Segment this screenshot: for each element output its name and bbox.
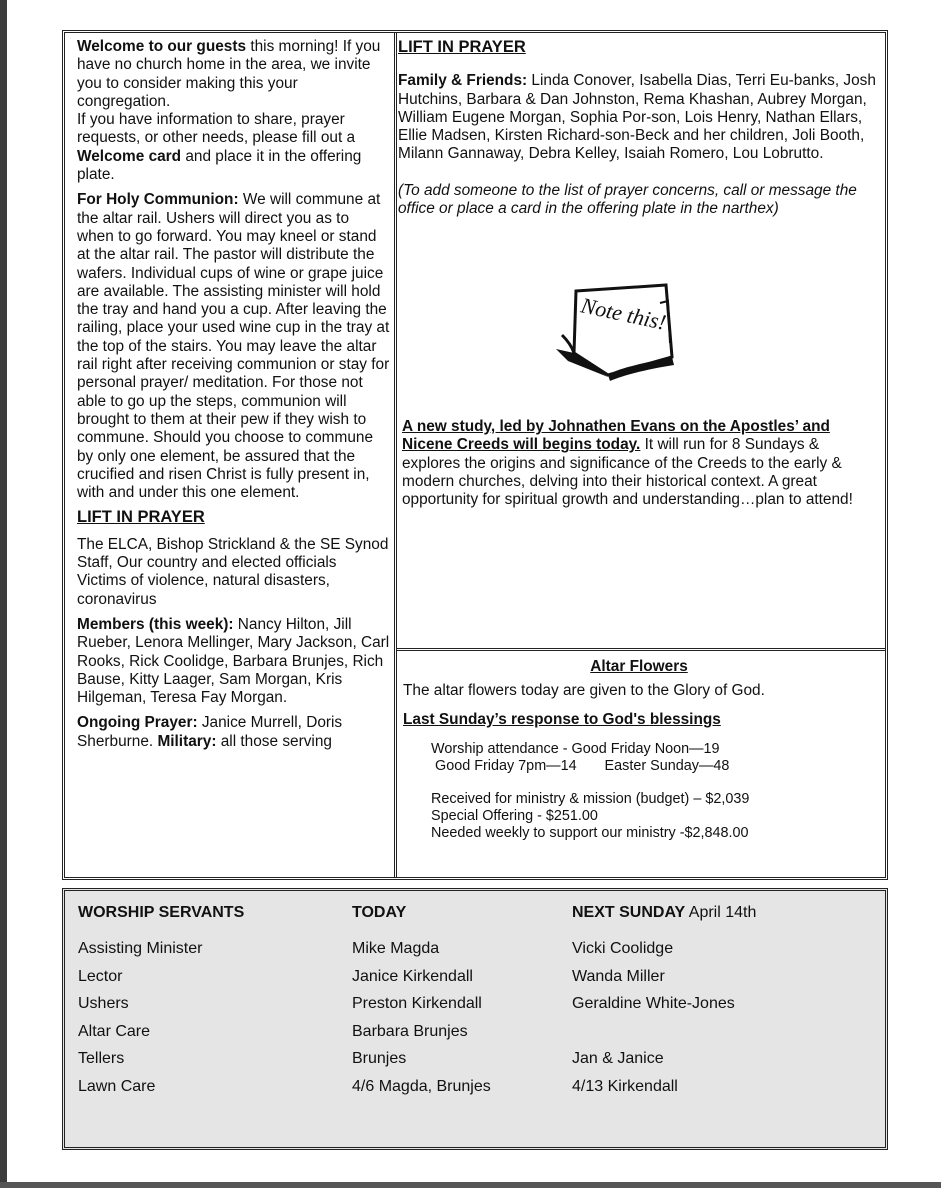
left-column: [77, 38, 390, 751]
viewer-left-edge: [0, 0, 7, 1188]
communion-paragraph: For Holy Communion: We will commune at the altar rail. Ushers will direct you as to when to go forward. You may kneel or stand at the altar rail. The pastor will distribute the wafers. Individual cups of wine or grape juice are available. The assisting minister will hold the tray and hand you a cup. After leaving the railing, place your used wine cup in the tray at the top of the stairs. You may leave the altar rail right after receiving communion or stay for personal prayer/ meditation. For those not able to go up the steps, communion will brought to them at their pew if they wish to commune. Should you choose to commune by only one element, be assured that the crucified and risen Christ is fully present in, with and under this one element.: [77, 191, 390, 502]
table-cell: Mike Magda: [352, 940, 440, 957]
note-this-text: Note this!: [578, 292, 669, 335]
table-cell: Brunjes: [352, 1050, 407, 1067]
right-prayer-title: LIFT IN PRAYER: [398, 38, 526, 56]
table-cell: Wanda Miller: [572, 968, 665, 985]
altar-flowers-title: Altar Flowers: [590, 658, 688, 675]
add-prayer-note: (To add someone to the list of prayer concerns, call or message the office or place a card in the offering plate in the narthex): [398, 181, 857, 218]
table-cell: Preston Kirkendall: [352, 995, 482, 1012]
table-row: Assisting Minister: [78, 940, 203, 957]
table-row: Ushers: [78, 995, 129, 1012]
needed-line: Needed weekly to support our ministry -$2,848.00: [431, 824, 749, 841]
altar-flowers-text: The altar flowers today are given to the Glory of God.: [403, 682, 765, 700]
table-cell: Barbara Brunjes: [352, 1023, 468, 1040]
column-divider: [394, 33, 397, 877]
right-prayer-section: [398, 38, 880, 218]
ongoing-paragraph: Ongoing Prayer: Janice Murrell, Doris Sherburne. Military: all those serving: [77, 714, 343, 750]
special-offering-line: Special Offering - $251.00: [431, 807, 598, 824]
info-paragraph: If you have information to share, prayer requests, or other needs, please fill out a Welcome card and place it in the offering plate.: [77, 111, 362, 184]
left-prayer-title: LIFT IN PRAYER: [77, 508, 205, 527]
response-title: Last Sunday’s response to God's blessings: [403, 710, 721, 728]
received-line: Received for ministry & mission (budget) – $2,039: [431, 790, 750, 807]
table-cell: 4/6 Magda, Brunjes: [352, 1078, 491, 1095]
altar-flowers-section: [398, 656, 880, 842]
servants-header-today: TODAY: [352, 904, 407, 921]
attendance-line-1: Worship attendance - Good Friday Noon—19: [431, 740, 720, 757]
right-section-divider: [396, 648, 885, 651]
table-cell: Vicki Coolidge: [572, 940, 674, 957]
table-cell: 4/13 Kirkendall: [572, 1078, 678, 1095]
table-cell: Janice Kirkendall: [352, 968, 473, 985]
table-cell: Jan & Janice: [572, 1050, 664, 1067]
servants-header-role: WORSHIP SERVANTS: [78, 904, 245, 921]
study-headline: A new study, led by Johnathen Evans on the Apostles’ and Nicene Creeds will begins today.: [402, 418, 830, 454]
table-row: Tellers: [78, 1050, 125, 1067]
attendance-line-2: Good Friday 7pm—14 Easter Sunday—48: [435, 757, 730, 774]
viewer-bottom-edge: [0, 1182, 941, 1188]
study-announcement: A new study, led by Johnathen Evans on the Apostles’ and Nicene Creeds will begins today. It will run for 8 Sundays & explores the origins and significance of the Creeds to the early & modern churches, delving into their historical context. A great opportunity for spiritual growth and understanding…plan to attend!: [402, 418, 853, 509]
members-paragraph: Members (this week): Nancy Hilton, Jill Rueber, Lenora Mellinger, Mary Jackson, Carl Rooks, Rick Coolidge, Barbara Brunjes, Rich Bause, Kitty Laager, Sam Morgan, Kris Hilgeman, Teresa Fay Morgan.: [77, 615, 390, 707]
worship-servants-box: [62, 888, 888, 1150]
table-row: Lector: [78, 968, 123, 985]
prayer-general: The ELCA, Bishop Strickland & the SE Synod Staff, Our country and elected officials Victims of violence, natural disasters, coronavirus: [77, 535, 389, 608]
table-cell: Geraldine White-Jones: [572, 995, 735, 1012]
welcome-paragraph: Welcome to our guests this morning! If you have no church home in the area, we invite you to consider making this your congregation.: [77, 38, 381, 110]
table-row: Altar Care: [78, 1023, 151, 1040]
table-row: Lawn Care: [78, 1078, 156, 1095]
note-this-icon: [548, 283, 678, 383]
family-friends-paragraph: Family & Friends: Linda Conover, Isabella Dias, Terri Eu-banks, Josh Hutchins, Barbara & Dan Johnston, Rema Khashan, Aubrey Morgan, William Eugene Morgan, Sophia Por-son, Lois Henry, Nathan Ellars, Ellie Madsen, Kirsten Richard-son-Beck and her children, Joli Booth, Milann Gannaway, Debra Kelley, Isaiah Romero, Lou Lobrutto.: [398, 72, 876, 163]
servants-header-next: NEXT SUNDAY April 14th: [572, 904, 757, 921]
